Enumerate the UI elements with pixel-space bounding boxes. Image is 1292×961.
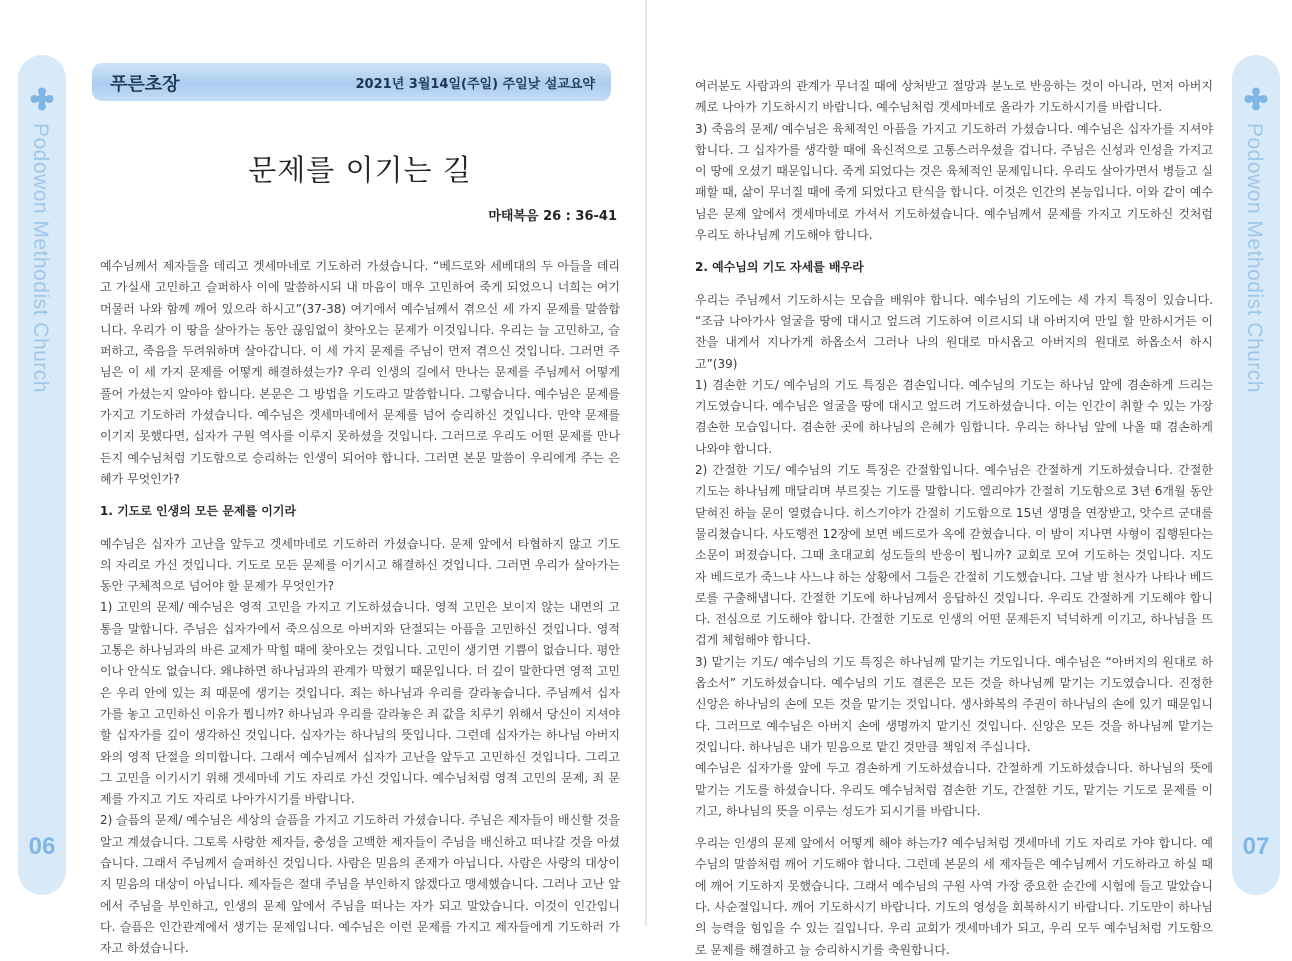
right-side-tab — [1232, 55, 1280, 895]
paragraph: 1) 고민의 문제/ 예수님은 영적 고민을 가지고 기도하셨습니다. 영적 고민은 보이지 않는 내면의 고통을 말합니다. 주님은 십자가에서 죽으심으로 아버지와 단절되는 아픔을 고민하신 것입니다. 영적 고통은 하나님과의 바른 교제가 막힐 때에 찾아오는 것입니다. 고민이 생기면 기쁨이 없습니다. 평안이나 안식도 없습니다. 왜냐하면 하나님과의 관계가 막혔기 때문입니다. 더 깊이 말한다면 영적 고민은 우리 안에 있는 죄 때문에 생기는 것입니다. 죄는 하나님과 우리를 갈라놓습니다. 주님께서 십자가를 놓고 고민하신 이유가 뭡니까? 하나님과 우리를 갈라놓은 죄 값을 치루기 위해서 당신이 지셔야 할 십자가를 깊이 생각하신 것입니다. 십자가는 하나님의 뜻입니다. 그런데 십자가는 하나님 아버지와의 영적 단절을 의미합니다. 그래서 예수님께서 십자가 고난을 앞두고 고민하신 것입니다. 그리고 그 고민을 이기시기 위해 겟세마네 기도 자리로 가신 것입니다. 예수님처럼 영적 고민의 문제, 죄 문제를 가지고 기도 자리로 나아가시기를 바랍니다. — [100, 600, 620, 807]
cross-icon — [1244, 87, 1268, 111]
church-name-vertical: Podowon Methodist Church — [1243, 123, 1266, 393]
paragraph: 우리는 주님께서 기도하시는 모습을 배워야 합니다. 예수님의 기도에는 세 가지 특징이 있습니다. “조금 나아가사 얼굴을 땅에 대시고 엎드려 기도하여 이르시되 내 아버지여 만일 할 만하시거든 이 잔을 내게서 지나가게 하옵소서 그러나 나의 원대로 마시옵고 아버지의 원대로 하옵소서 하시고”(39) — [695, 292, 1213, 371]
header-banner — [92, 63, 611, 101]
section-heading: 1. 기도로 인생의 모든 문제를 이기라 — [100, 504, 297, 519]
paragraph: 예수님께서 제자들을 데리고 겟세마네로 기도하러 가셨습니다. “베드로와 세베대의 두 아들을 데리고 가실새 고민하고 슬퍼하사 이에 말씀하시되 내 마음이 매우 고민하여 죽게 되었으니 너희는 여기 머물러 나와 함께 깨어 있으라 하시고”(37-38) 여기에서 예수님께서 겪으신 세 가지 문제를 말씀합니다. 우리가 이 땅을 살아가는 동안 끊임없이 찾아오는 문제가 이것입니다. 우리는 늘 고민하고, 슬퍼하고, 죽음을 두려워하며 살아갑니다. 이 세 가지 문제를 주님이 먼저 겪으신 것입니다. 그러면 주님은 이 세 가지 문제를 어떻게 해결하셨는가? 우리 인생의 길에서 만나는 문제를 주님께서 어떻게 풀어 가셨는지 알아야 합니다. 본문은 그 방법을 기도라고 말씀합니다. 그렇습니다. 예수님은 문제를 가지고 기도하러 가셨습니다. 예수님은 겟세마네에서 문제를 넘어 승리하신 것입니다. 만약 문제를 이기지 못했다면, 십자가 구원 역사를 이루지 못하셨을 것입니다. 그러므로 우리도 어떤 문제를 만나든지 예수님처럼 기도함으로 승리하는 인생이 되어야 합니다. 그러면 본문 말씀이 우리에게 주는 은혜가 무엇인가? — [100, 259, 620, 486]
paragraph: 여러분도 사람과의 관계가 무너질 때에 상처받고 절망과 분노로 반응하는 것이 아니라, 먼저 아버지께로 나아가 기도하시기 바랍니다. 예수님처럼 겟세마네로 올라가 기도하시기를 바랍니다. — [695, 79, 1213, 115]
left-side-tab — [18, 55, 66, 895]
sermon-date: 2021년 3월14일(주일) 주일낮 설교요약 — [355, 77, 595, 92]
cross-icon — [30, 87, 54, 111]
page-number: 07 — [1242, 833, 1270, 860]
scripture-reference: 마태복음 26 : 36-41 — [488, 209, 617, 224]
paragraph: 2) 슬픔의 문제/ 예수님은 세상의 슬픔을 가지고 기도하러 가셨습니다. 주님은 제자들이 배신할 것을 알고 계셨습니다. 그토록 사랑한 제자들, 충성을 고백한 제자들이 주님을 배신하고 떠나갈 것을 아셨습니다. 그래서 주님께서 슬퍼하신 것입니다. 사람은 믿음의 존재가 아닙니다. 사람은 사랑의 대상이지 믿음의 대상이 아닙니다. 제자들은 절대 주님을 부인하지 않겠다고 맹세했습니다. 그러나 고난 앞에서 주님을 부인하고, 인생의 문제 앞에서 주님을 떠나는 자가 되고 말았습니다. 이것이 인간입니다. 슬픔은 인간관계에서 생기는 문제입니다. 예수님은 이런 문제를 가지고 제자들에게 기도하러 가자고 하셨습니다. — [100, 813, 620, 956]
paragraph: 예수님은 십자가 고난을 앞두고 겟세마네로 기도하러 가셨습니다. 문제 앞에서 타협하지 않고 기도의 자리로 가신 것입니다. 기도로 모든 문제를 이기시고 해결하신 것입니다. 그러면 우리가 살아가는 동안 구체적으로 넘어야 할 문제가 무엇인가? — [100, 536, 620, 594]
left-body-text — [100, 256, 620, 960]
right-page — [647, 0, 1292, 957]
paragraph: 2) 간절한 기도/ 예수님의 기도 특징은 간절함입니다. 예수님은 간절하게 기도하셨습니다. 간절한 기도는 하나님께 매달리며 부르짖는 기도를 말합니다. 엘리야가 간절히 기도함으로 3년 6개월 동안 닫혀진 하늘 문이 열렸습니다. 히스기야가 간절히 기도함으로 15년 생명을 연장받고, 앗수르 군대를 물리쳤습니다. 사도행전 12장에 보면 베드로가 옥에 갇혔습니다. 이 밤이 지나면 사형이 집행된다는 소문이 퍼졌습니다. 그때 초대교회 성도들의 반응이 뭡니까? 교회로 모여 기도하는 것입니다. 지도자 베드로가 죽느냐 사느냐 하는 상황에서 그들은 간절히 기도했습니다. 그날 밤 천사가 나타나 베드로를 구출해냅니다. 간절한 기도에 하나님께서 응답하신 것입니다. 우리도 간절하게 기도해야 합니다. 전심으로 기도해야 합니다. 간절한 기도로 인생의 어떤 문제든지 넉넉하게 이기고, 하나님을 뜨겁게 체험해야 합니다. — [695, 463, 1213, 648]
paragraph: 1) 겸손한 기도/ 예수님의 기도 특징은 겸손입니다. 예수님의 기도는 하나님 앞에 겸손하게 드리는 기도였습니다. 예수님은 얼굴을 땅에 대시고 엎드려 기도하셨습니다. 이는 인간이 취할 수 있는 가장 겸손한 모습입니다. 겸손한 곳에 하나님의 은혜가 임합니다. 우리는 하나님 앞에 나올 때 겸손하게 나와야 합니다. — [695, 377, 1213, 456]
right-body-text — [695, 76, 1213, 961]
section-name: 푸른초장 — [110, 74, 180, 95]
church-name-vertical: Podowon Methodist Church — [29, 123, 52, 393]
section-heading: 2. 예수님의 기도 자세를 배우라 — [695, 260, 864, 275]
left-page — [0, 0, 645, 956]
paragraph: 예수님은 십자가를 앞에 두고 겸손하게 기도하셨습니다. 간절하게 기도하셨습니다. 하나님의 뜻에 맡기는 기도를 하셨습니다. 우리도 예수님처럼 겸손한 기도, 간절한 기도, 맡기는 기도로 문제를 이기고, 하나님의 뜻을 이루는 성도가 되시기를 바랍니다. — [695, 761, 1213, 818]
paragraph: 3) 죽음의 문제/ 예수님은 육체적인 아픔을 가지고 기도하러 가셨습니다. 예수님은 십자가를 지셔야 합니다. 그 십자가를 생각할 때에 육신적으로 고통스러우셨을 겁니다. 주님은 신성과 인성을 가지고 이 땅에 오셨기 때문입니다. 죽게 되었다는 것은 육체적인 문제입니다. 우리도 살아가면서 병들고 실패할 때, 삶이 무너질 때에 죽게 되었다고 탄식을 합니다. 이것은 인간의 본능입니다. 이와 같이 예수님은 문제 앞에서 겟세마네로 가셔서 기도하셨습니다. 예수님께서 문제를 가지고 기도하신 것처럼 우리도 하나님께 기도해야 합니다. — [695, 121, 1213, 243]
paragraph: 3) 맡기는 기도/ 예수님의 기도 특징은 하나님께 맡기는 기도입니다. 예수님은 “아버지의 원대로 하옵소서” 기도하셨습니다. 예수님의 기도 결론은 모든 것을 하나님께 맡기는 기도였습니다. 진정한 신앙은 하나님의 손에 모든 것을 맡기는 것입니다. 생사화복의 주권이 하나님의 손에 있기 때문입니다. 그러므로 예수님은 아버지 손에 생명까지 맡기신 것입니다. 신앙은 모든 것을 하나님께 맡기는 것입니다. 하나님은 내가 믿음으로 맡긴 것만큼 책임져 주십니다. — [695, 654, 1213, 754]
sermon-title: 문제를 이기는 길 — [248, 153, 472, 187]
paragraph: 우리는 인생의 문제 앞에서 어떻게 해야 하는가? 예수님처럼 겟세마네 기도 자리로 가야 합니다. 예수님의 말씀처럼 깨어 기도해야 합니다. 그런데 본문의 세 제자들은 예수님께서 기도하라고 하실 때에 깨어 기도하지 못했습니다. 그래서 예수님의 구원 사역 가장 중요한 순간에 시험에 들고 말았습니다. 사순절입니다. 깨어 기도하시기 바랍니다. 기도의 영성을 회복하시기 바랍니다. 기도만이 하나님의 능력을 힘입을 수 있는 길입니다. 우리 교회가 겟세마네가 되고, 우리 모두 예수님처럼 기도함으로 문제를 해결하고 늘 승리하시기를 축원합니다. — [695, 836, 1213, 957]
page-number: 06 — [28, 833, 56, 860]
